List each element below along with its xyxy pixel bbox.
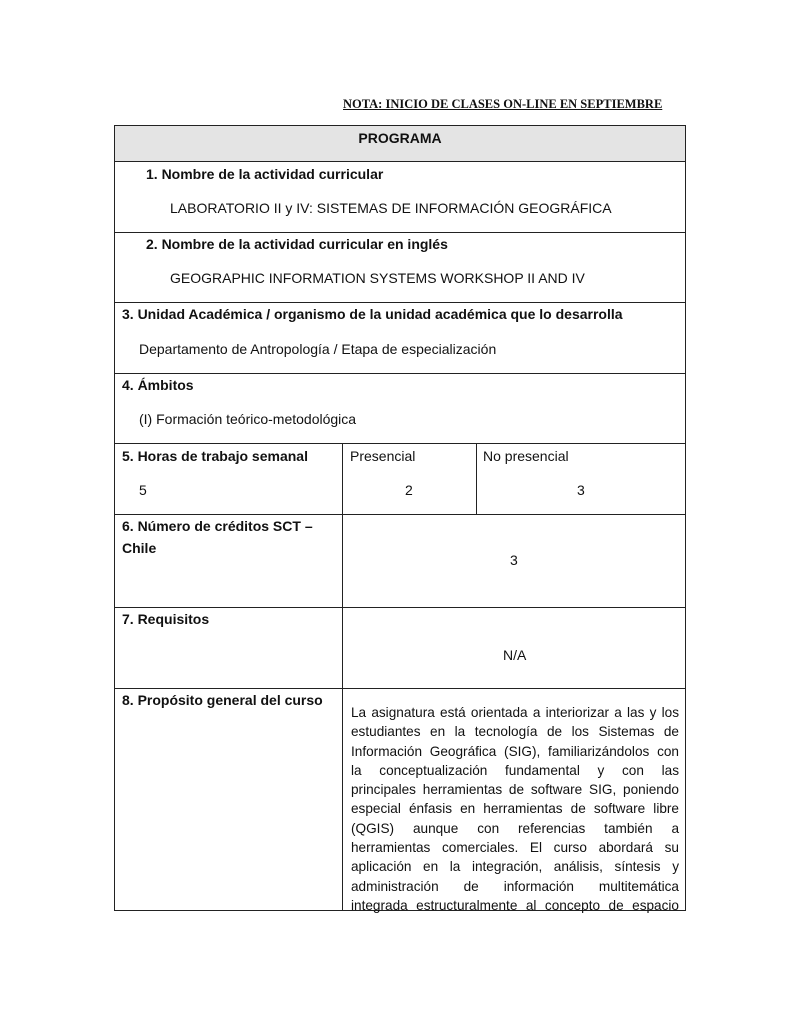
section-7-value: N/A — [503, 647, 527, 663]
section-5-presencial-cell — [342, 443, 477, 515]
section-8-value-cell — [342, 688, 686, 911]
section-5-label-cell — [114, 443, 343, 515]
section-6-value: 3 — [510, 552, 518, 568]
no-presencial-label: No presencial — [483, 448, 569, 464]
section-4 — [114, 373, 686, 444]
section-3-value: Departamento de Antropología / Etapa de especialización — [139, 341, 497, 357]
no-presencial-value: 3 — [577, 482, 585, 498]
paragraph-line: principales herramientas de software SIG, poniendo — [351, 782, 679, 798]
paragraph-line: (QGIS) aunque con referencias también a — [351, 820, 679, 836]
section-6-heading-line2: Chile — [122, 540, 157, 556]
presencial-value: 2 — [405, 482, 413, 498]
paragraph-line: estudiantes en la tecnología de los Sistemas de — [351, 724, 679, 740]
section-4-value: (I) Formación teórico-metodológica — [139, 411, 357, 427]
section-3-heading: 3. Unidad Académica / organismo de la unidad académica que lo desarrolla — [122, 306, 623, 322]
section-8-heading: 8. Propósito general del curso — [122, 692, 323, 708]
paragraph-line: aplicación en la integración, análisis, síntesis y — [351, 859, 679, 875]
section-6-value-cell — [342, 514, 686, 608]
section-7-heading: 7. Requisitos — [122, 611, 210, 627]
section-7-value-cell — [342, 607, 686, 689]
paragraph-line: Información Geográfica (SIG), familiarizándolos con — [351, 743, 679, 759]
section-5-no-presencial-cell — [476, 443, 686, 515]
section-1-value: LABORATORIO II y IV: SISTEMAS DE INFORMACIÓN GEOGRÁFICA — [170, 200, 612, 216]
paragraph-line: la conceptualización fundamental y con las — [351, 762, 679, 778]
presencial-label: Presencial — [350, 448, 416, 464]
section-6-heading-line1: 6. Número de créditos SCT – — [122, 518, 313, 534]
section-6-label-cell — [114, 514, 343, 608]
paragraph-line: herramientas comerciales. El curso abordará su — [351, 840, 679, 856]
section-4-heading: 4. Ámbitos — [122, 377, 194, 393]
paragraph-line: La asignatura está orientada a interiorizar a las y los — [351, 705, 679, 720]
paragraph-line: integrada estructuralmente al concepto de espacio — [351, 897, 679, 913]
section-2-heading: 2. Nombre de la actividad curricular en inglés — [146, 236, 448, 252]
section-8-paragraph — [351, 703, 679, 915]
paragraph-line: administración de información multitemática — [351, 878, 679, 894]
programa-title: PROGRAMA — [358, 130, 442, 146]
section-8-label-cell — [114, 688, 343, 911]
section-7-label-cell — [114, 607, 343, 689]
programa-header — [114, 125, 686, 162]
section-3 — [114, 302, 686, 374]
nota-heading: NOTA: INICIO DE CLASES ON-LINE EN SEPTIEMBRE — [343, 97, 663, 111]
section-2-value: GEOGRAPHIC INFORMATION SYSTEMS WORKSHOP II AND IV — [170, 270, 585, 286]
section-5-heading: 5. Horas de trabajo semanal — [122, 448, 308, 464]
section-2 — [114, 232, 686, 303]
section-1-heading: 1. Nombre de la actividad curricular — [146, 166, 384, 182]
section-5-value: 5 — [139, 482, 147, 498]
programa-table — [114, 125, 686, 911]
section-1 — [114, 161, 686, 233]
paragraph-line: especial énfasis en herramientas de software libre — [351, 801, 679, 817]
